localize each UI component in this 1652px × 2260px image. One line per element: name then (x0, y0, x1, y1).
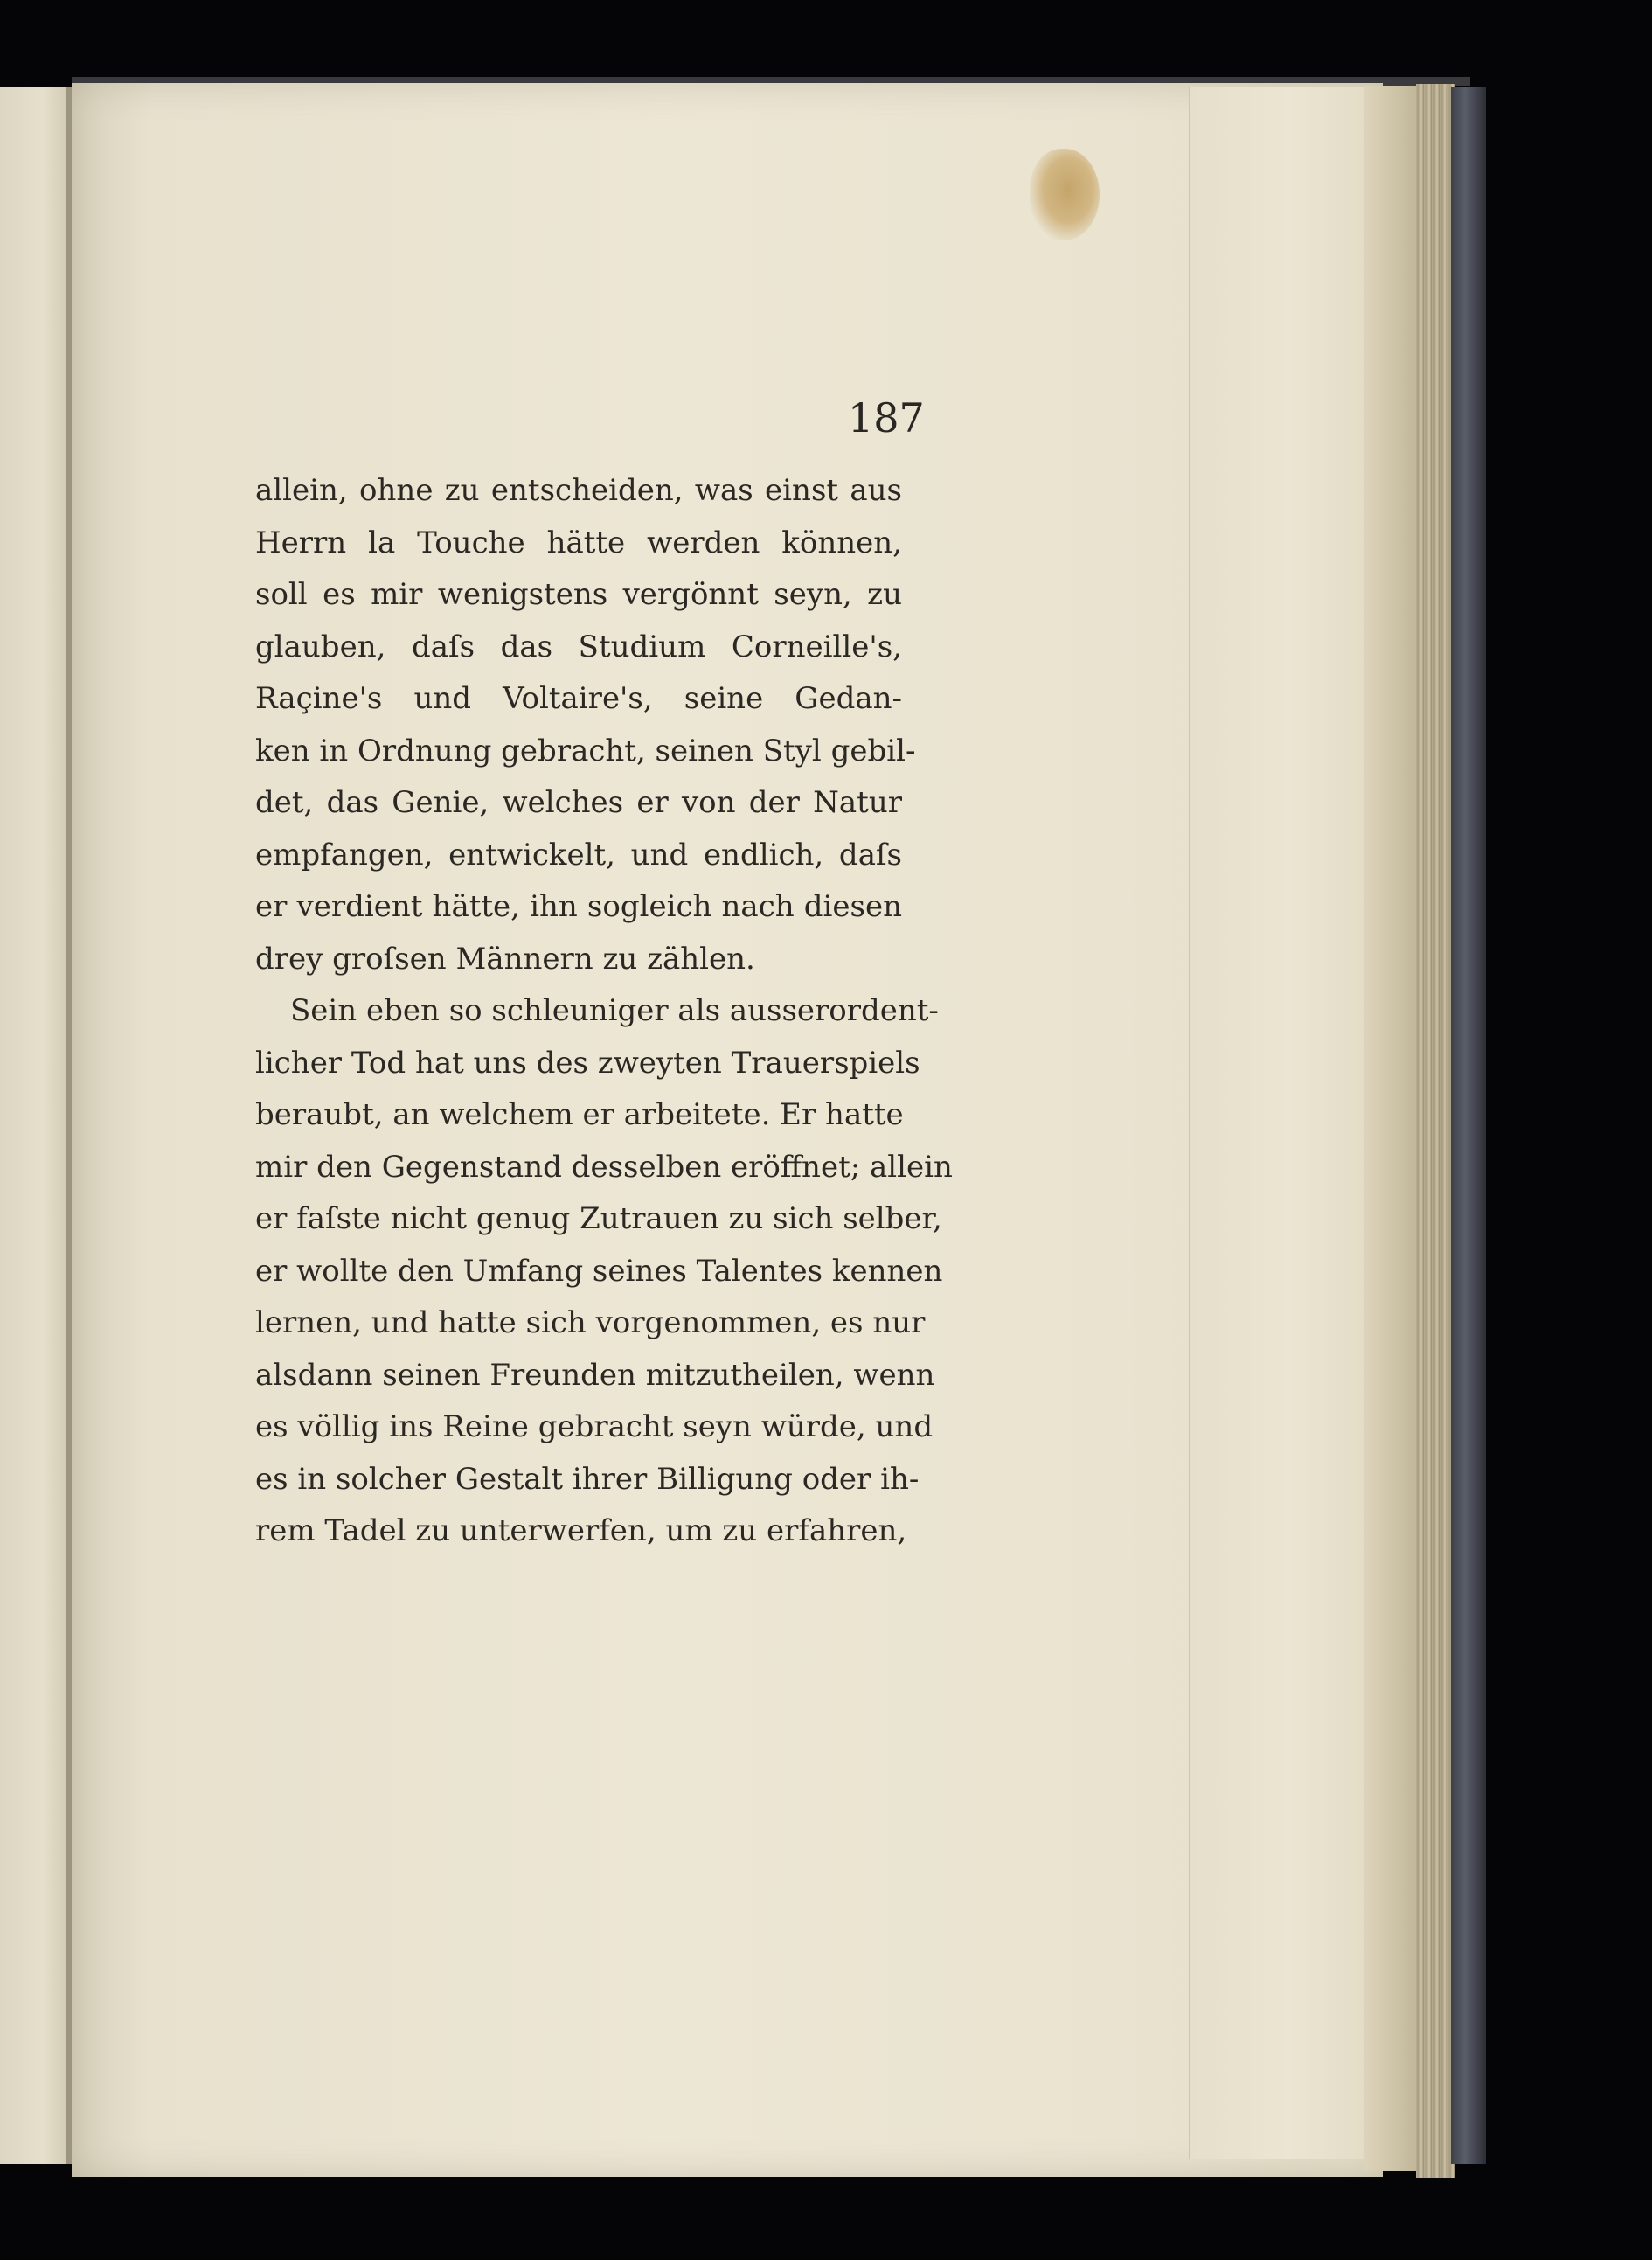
body-text (255, 465, 953, 1558)
text-line: soll es mir wenigstens vergönnt seyn, zu (255, 577, 902, 612)
text-line: es in solcher Gestalt ihrer Billigung oder ih- (255, 1461, 920, 1497)
paragraph-2 (255, 985, 953, 1558)
text-line: er wollte den Umfang seines Talentes kennen (255, 1253, 943, 1289)
text-line: lernen, und hatte sich vorgenommen, es nur (255, 1305, 926, 1340)
text-line: allein, ohne zu entscheiden, was einst aus (255, 473, 902, 508)
text-line: Herrn la Touche hätte werden können, (255, 525, 902, 560)
page-number: 187 (848, 394, 925, 442)
text-line: er verdient hätte, ihn sogleich nach diesen (255, 889, 902, 924)
text-line: glauben, daſs das Studium Corneille's, (255, 629, 902, 664)
text-line: es völlig ins Reine gebracht seyn würde, und (255, 1409, 934, 1444)
previous-page-edge (0, 87, 72, 2164)
text-line: rem Tadel zu unterwerfen, um zu erfahren, (255, 1513, 907, 1548)
book-binding (1451, 87, 1486, 2164)
page-stack-edge (1189, 87, 1392, 2159)
text-line: drey groſsen Männern zu zählen. (255, 941, 755, 977)
text-line: mir den Gegenstand desselben eröffnet; allein (255, 1149, 953, 1185)
text-line: Sein eben so schleuniger als ausserordent- (290, 993, 939, 1028)
foxing-stain (1030, 149, 1100, 240)
text-line: alsdann seinen Freunden mitzutheilen, wenn (255, 1357, 935, 1393)
text-line: ken in Ordnung gebracht, seinen Styl gebil- (255, 733, 916, 768)
page-stack-edge-inner (1364, 86, 1420, 2171)
text-line: licher Tod hat uns des zweyten Trauerspiels (255, 1045, 920, 1081)
text-line: empfangen, entwickelt, und endlich, daſs (255, 837, 902, 873)
text-line: det, das Genie, welches er von der Natur (255, 785, 902, 820)
paragraph-1 (255, 465, 916, 985)
text-line: beraubt, an welchem er arbeitete. Er hatte (255, 1097, 904, 1132)
text-line: er faſste nicht genug Zutrauen zu sich selber, (255, 1201, 942, 1236)
page-fore-edge (1416, 84, 1455, 2178)
text-line: Raçine's und Voltaire's, seine Gedan- (255, 681, 902, 716)
